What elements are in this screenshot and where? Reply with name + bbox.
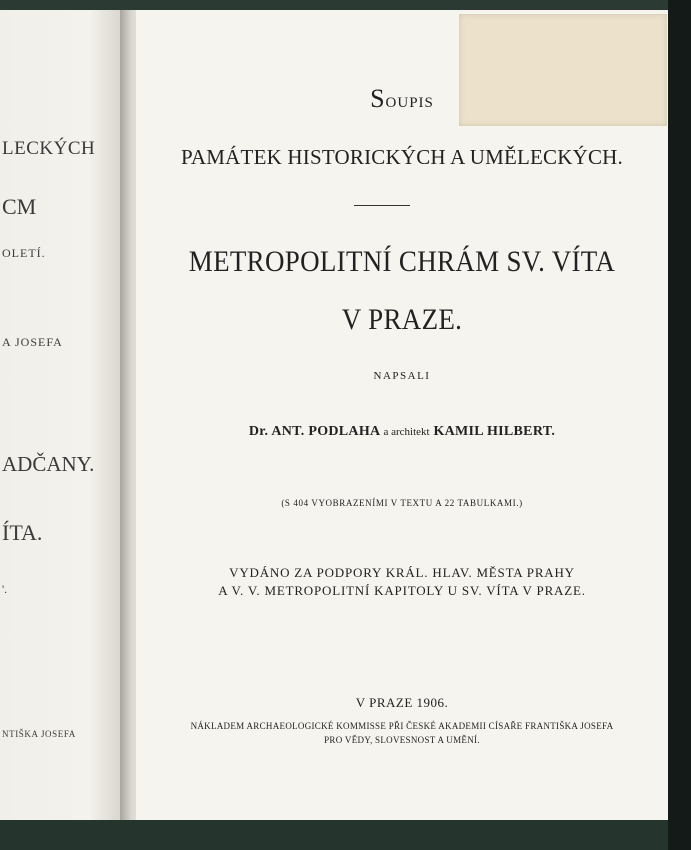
author-connector: a architekt [383, 426, 430, 438]
publication-note-line-2: A V. V. METROPOLITNÍ KAPITOLY U SV. VÍTA V PRAZE. [218, 583, 586, 598]
title-divider [354, 205, 410, 206]
left-page-fragment: LECKÝCH [2, 138, 96, 159]
main-title: METROPOLITNÍ CHRÁM SV. VÍTA [188, 244, 616, 278]
left-page [0, 10, 128, 820]
place-year: V PRAZE 1906. [355, 695, 449, 710]
left-page-fragment: NTIŠKA JOSEFA [2, 729, 76, 739]
left-page-fragment: A JOSEFA [2, 335, 63, 349]
illustrations-note: (S 404 VYOBRAZENÍMI V TEXTU A 22 TABULKAMI.) [281, 498, 523, 508]
main-title-place: V PRAZE. [341, 302, 463, 336]
series-subtitle: PAMÁTEK HISTORICKÝCH A UMĚLECKÝCH. [180, 145, 624, 169]
left-page-fragment: ADČANY. [2, 452, 95, 476]
left-page-fragment: ÍTA. [2, 520, 43, 545]
author-hilbert: KAMIL HILBERT. [433, 424, 556, 439]
book-edge-right [668, 0, 691, 850]
publication-note-line-1: VYDÁNO ZA PODPORY KRÁL. HLAV. MĚSTA PRAHY [229, 565, 575, 580]
author-podlaha: Dr. ANT. PODLAHA [248, 424, 380, 439]
authors-heading: NAPSALI [373, 370, 431, 382]
imprint-line-2: PRO VĚDY, SLOVESNOST A UMĚNÍ. [324, 735, 480, 745]
series-title: Soupis [370, 84, 434, 113]
left-page-fragment: OLETÍ. [2, 246, 46, 260]
left-page-fragment: CM [2, 194, 37, 219]
series-title-text: oupis [385, 88, 434, 112]
left-page-fragment: '. [2, 582, 8, 596]
book-binding-bottom [0, 818, 691, 850]
authors-line [136, 424, 668, 440]
imprint-line-1: NÁKLADEM ARCHAEOLOGICKÉ KOMMISSE PŘI ČESKÉ AKADEMII CÍSAŘE FRANTIŠKA JOSEFA [190, 721, 614, 731]
